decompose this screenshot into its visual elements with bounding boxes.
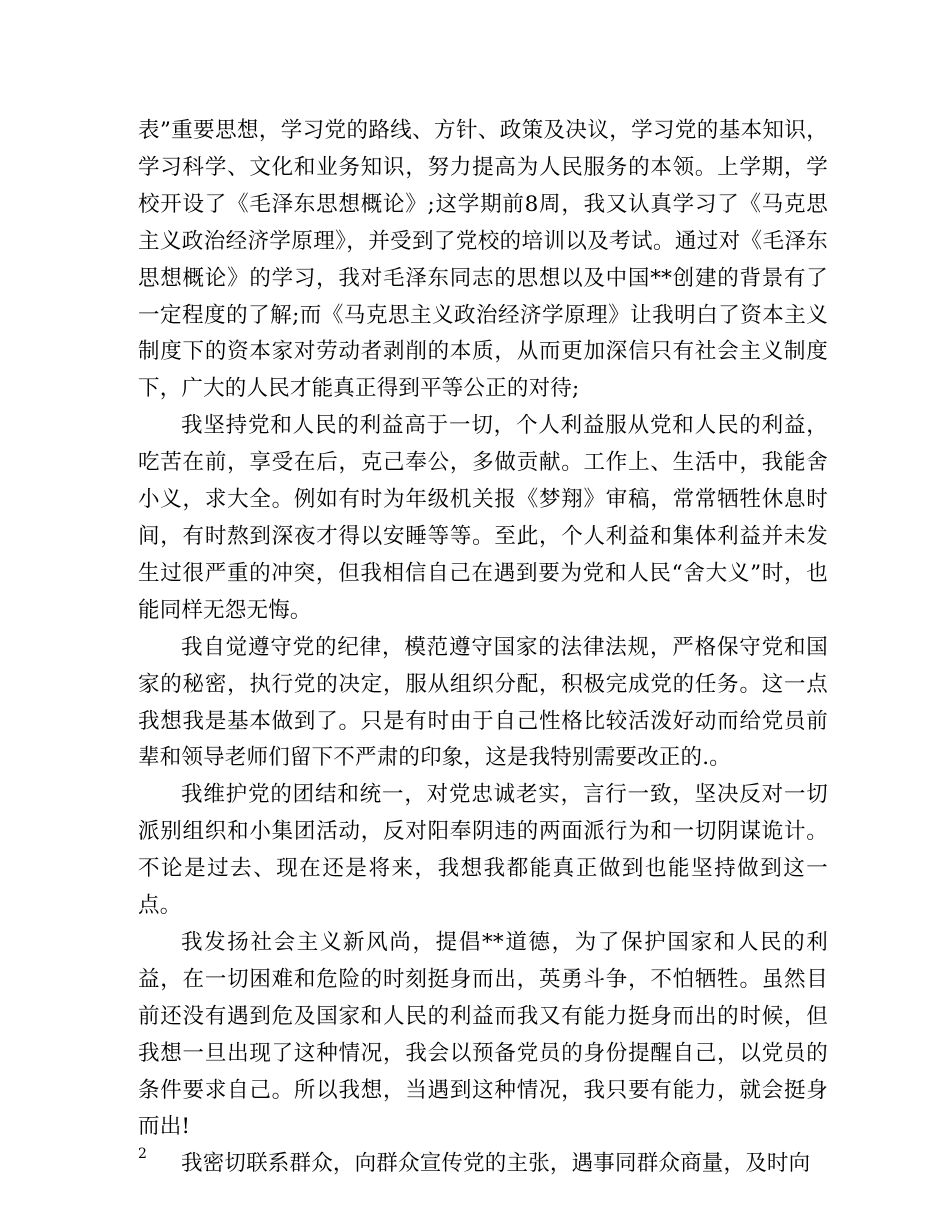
paragraph-masses: 我密切联系群众，向群众宣传党的主张，遇事同群众商量，及时向 xyxy=(181,1151,811,1177)
paragraph-unity: 我维护党的团结和统一，对党忠诚老实，言行一致，坚决反对一切派别组织和小集团活动，反对阳奉阴违的两面派行为和一切阴谋诡计。不论是过去、现在还是将来，我想我都能真正做到也能坚持做到这一点。 xyxy=(138,782,828,919)
document-body xyxy=(138,113,828,1183)
paragraph-new-custom: 我发扬社会主义新风尚，提倡**道德，为了保护国家和人民的利益，在一切困难和危险的时刻挺身而出，英勇斗争，不怕牺牲。虽然目前还没有遇到危及国家和人民的利益而我又有能力挺身而出的时候，但我想一旦出现了这种情况，我会以预备党员的身份提醒自己，以党员的条件要求自己。所以我想，当遇到这种情况，我只要有能力，就会挺身而出! xyxy=(138,929,828,1140)
paragraph-discipline: 我自觉遵守党的纪律，模范遵守国家的法律法规，严格保守党和国家的秘密，执行党的决定，服从组织分配，积极完成党的任务。这一点我想我是基本做到了。只是有时由于自己性格比较活泼好动而给党员前辈和领导老师们留下不严肃的印象，这是我特别需要改正的.。 xyxy=(138,634,828,771)
paragraph-study: 表”重要思想，学习党的路线、方针、政策及决议，学习党的基本知识，学习科学、文化和业务知识，努力提高为人民服务的本领。上学期，学校开设了《毛泽东思想概论》;这学期前8周，我又认真学习了《马克思主义政治经济学原理》，并受到了党校的培训以及考试。通过对《毛泽东思想概论》的学习，我对毛泽东同志的思想以及中国**创建的背景有了一定程度的了解;而《马克思主义政治经济学原理》让我明白了资本主义制度下的资本家对劳动者剥削的本质，从而更加深信只有社会主义制度下，广大的人民才能真正得到平等公正的对待; xyxy=(138,118,828,402)
page-number: 2 xyxy=(138,1146,147,1162)
paragraph-party-interests: 我坚持党和人民的利益高于一切，个人利益服从党和人民的利益，吃苦在前，享受在后，克己奉公，多做贡献。工作上、生活中，我能舍小义，求大全。例如有时为年级机关报《梦翔》审稿，常常牺牲休息时间，有时熬到深夜才得以安睡等等。至此，个人利益和集体利益并未发生过很严重的冲突，但我相信自己在遇到要为党和人民“舍大义”时，也能同样无怨无悔。 xyxy=(138,413,828,623)
